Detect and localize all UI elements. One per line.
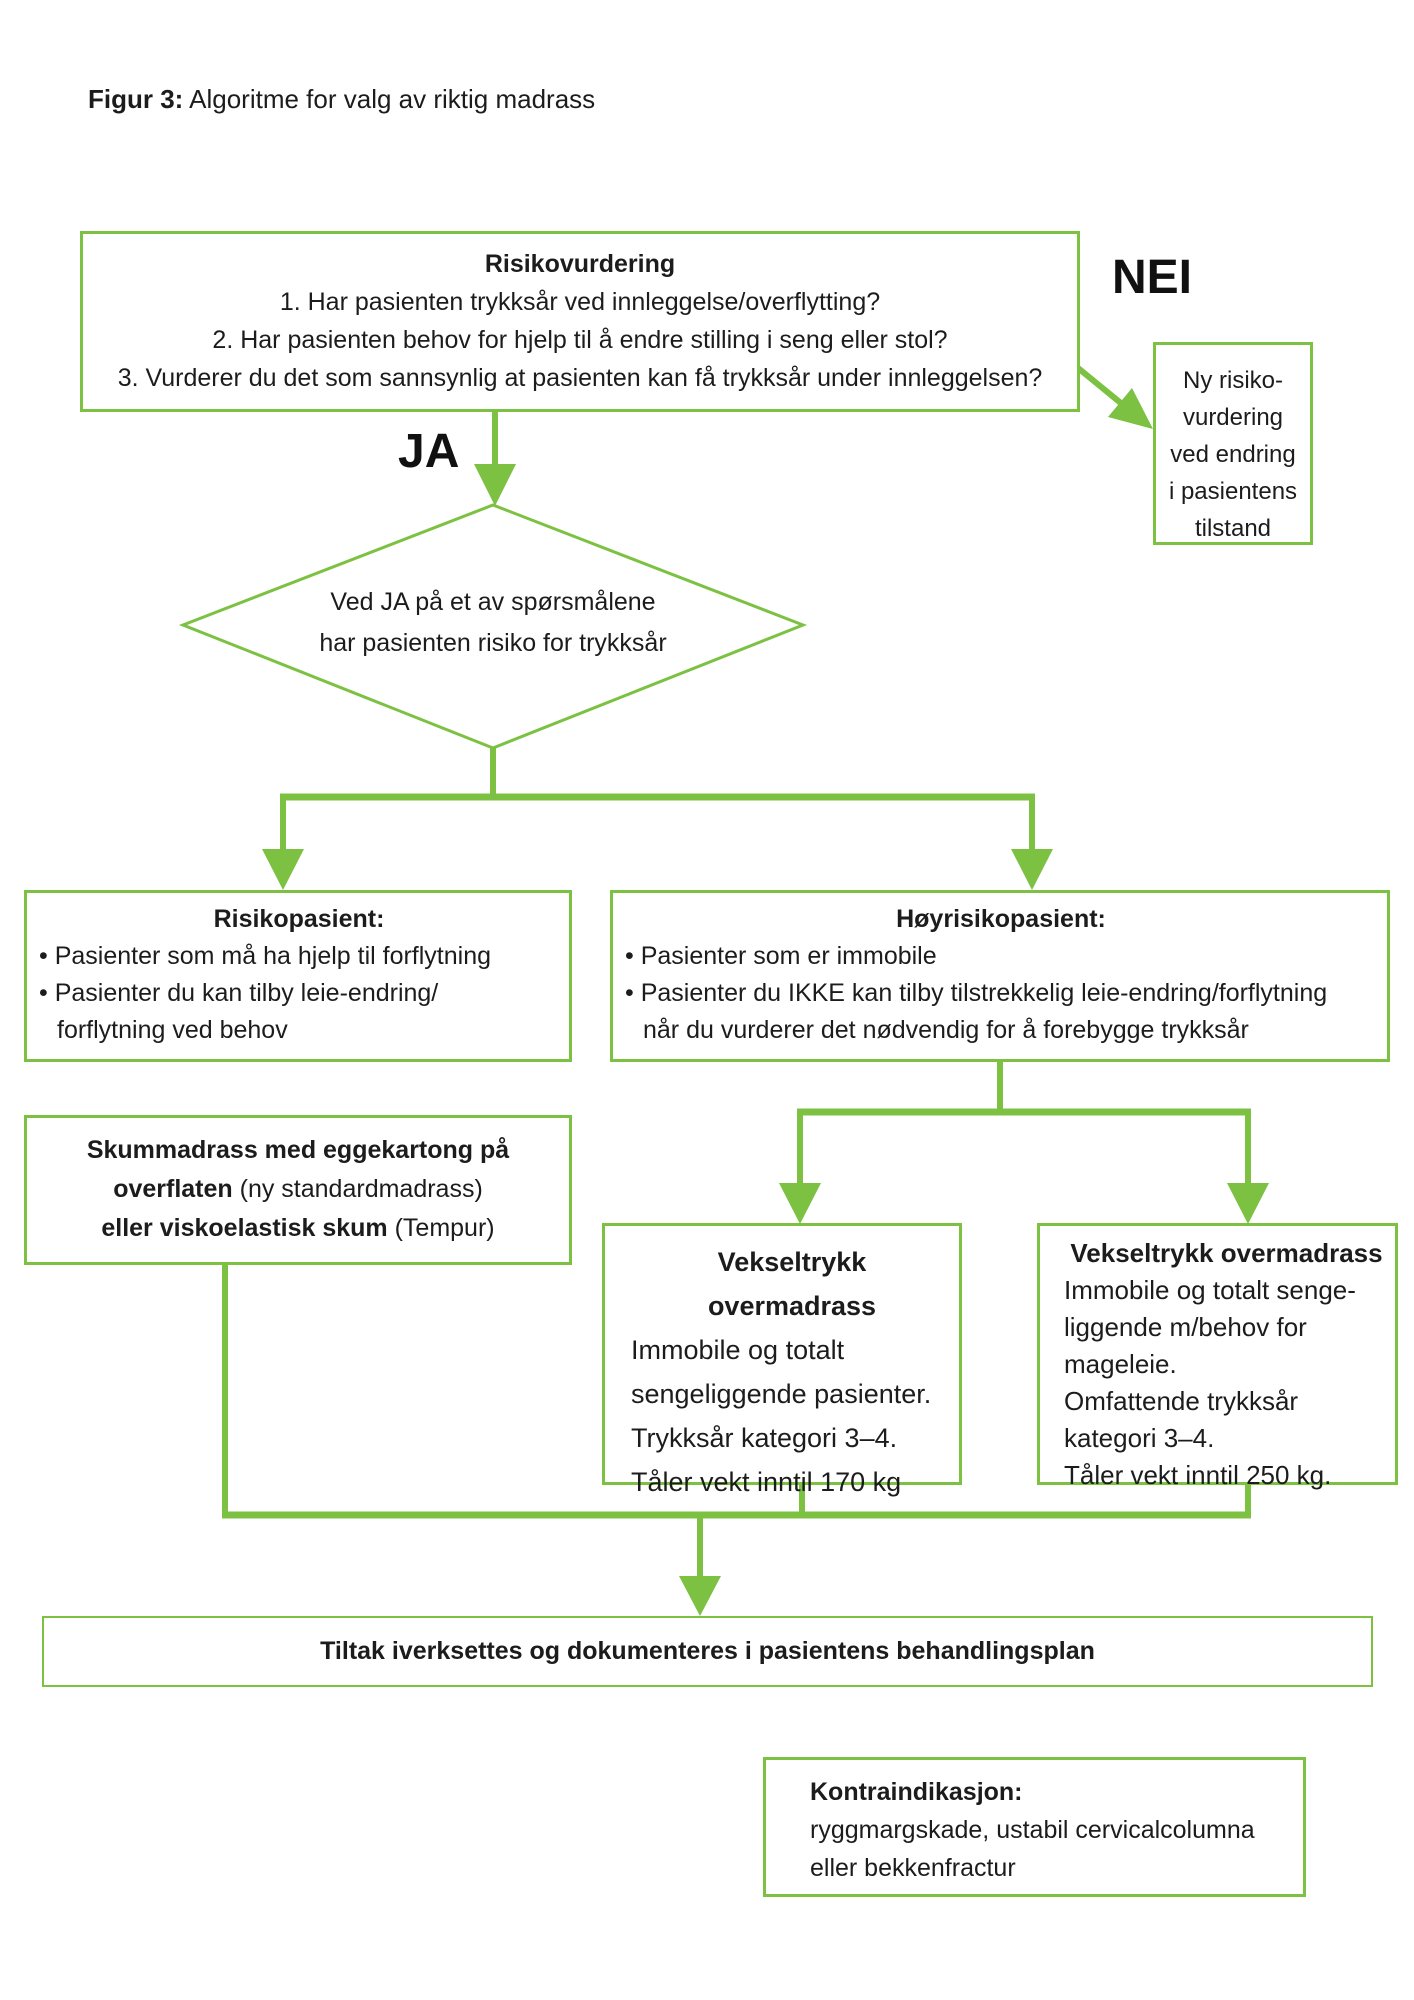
alt-pressure-right-title: Vekseltrykk overmadrass [1070, 1238, 1383, 1268]
alt-pressure-mid-line: Tåler vekt inntil 170 kg [631, 1467, 902, 1497]
foam-line3-bold: eller viskoelastisk skum [101, 1214, 388, 1242]
risk-patient-box [24, 890, 572, 1062]
risk-question-3: 3. Vurderer du det som sannsynlig at pasienten kan få trykksår under innleggelsen? [117, 364, 1043, 392]
alt-pressure-mid-title: Vekseltrykk overmadrass [707, 1247, 877, 1321]
risk-assessment-title: Risikovurdering [484, 250, 676, 278]
alt-pressure-right-line: Immobile og totalt senge- [1064, 1275, 1356, 1305]
alt-pressure-mid-line: Immobile og totalt [631, 1335, 845, 1365]
new-assessment-line: vurdering [1182, 404, 1284, 431]
nei-label: NEI [1112, 251, 1193, 304]
nei-arrow-stem [1078, 368, 1122, 404]
veksel-mid-arrowhead [779, 1183, 821, 1224]
new-assessment-line: i pasientens [1168, 478, 1298, 505]
action-arrowhead [679, 1576, 721, 1616]
alt-pressure-mid-box [602, 1223, 962, 1497]
foam-line2-rest: (ny standardmadrass) [232, 1175, 483, 1203]
alt-pressure-right-line: Omfattende trykksår [1064, 1386, 1299, 1416]
foam-line2-bold: overflaten [113, 1175, 233, 1203]
figure-caption [88, 84, 595, 115]
decision-line-2: har pasienten risiko for trykksår [319, 629, 667, 657]
decision-line-1: Ved JA på et av spørsmålene [330, 588, 656, 616]
new-assessment-line: tilstand [1194, 515, 1272, 542]
risk-patient-bullet: • Pasienter som må ha hjelp til forflytning [39, 942, 492, 970]
risk-question-2: 2. Har pasienten behov for hjelp til å endre stilling i seng eller stol? [212, 326, 948, 354]
veksel-right-arrowhead [1227, 1183, 1269, 1224]
contraindication-line: ryggmargskade, ustabil cervicalcolumna [810, 1816, 1255, 1844]
risk-patient-bullet: • Pasienter du kan tilby leie-endring/ [39, 979, 439, 1007]
alt-pressure-right-line: mageleie. [1064, 1349, 1177, 1379]
risk-question-1: 1. Har pasienten trykksår ved innleggelse/overflytting? [279, 288, 881, 316]
high-risk-bullet: • Pasienter du IKKE kan tilby tilstrekkelig leie-endring/forflytning [625, 979, 1328, 1007]
new-assessment-line: Ny risiko- [1183, 367, 1283, 394]
alt-pressure-mid-line: sengeliggende pasienter. [631, 1379, 932, 1409]
alt-pressure-right-box [1037, 1223, 1398, 1490]
contraindication-title: Kontraindikasjon: [810, 1778, 1023, 1806]
high-risk-patient-box [610, 890, 1390, 1062]
ja-label: JA [398, 425, 460, 478]
foam-line3-rest: (Tempur) [387, 1214, 495, 1242]
foam-mattress-line-1: Skummadrass med eggekartong på [86, 1136, 510, 1164]
alt-pressure-right-line: liggende m/behov for [1064, 1312, 1307, 1342]
contraindication-line: eller bekkenfractur [810, 1854, 1016, 1882]
alt-pressure-right-line: kategori 3–4. [1064, 1423, 1215, 1453]
foam-mattress-box [24, 1115, 572, 1265]
alt-pressure-right-line: Tåler vekt inntil 250 kg. [1064, 1460, 1332, 1490]
new-assessment-box [1153, 342, 1313, 545]
nei-arrowhead [1108, 388, 1153, 429]
high-risk-patient-title: Høyrisikopasient: [896, 905, 1106, 933]
action-plan-text: Tiltak iverksettes og dokumenteres i pasientens behandlingsplan [320, 1637, 1095, 1665]
figure-caption-number: Figur 3: [88, 84, 184, 114]
new-assessment-line: ved endring [1170, 441, 1296, 468]
action-plan-box [42, 1616, 1373, 1687]
high-risk-bullet: • Pasienter som er immobile [625, 942, 937, 970]
ja-arrowhead [474, 464, 516, 506]
alt-pressure-mid-line: Trykksår kategori 3–4. [631, 1423, 898, 1453]
foam-mattress-line-3 [27, 1209, 569, 1248]
risk-branch-arrowhead [262, 849, 304, 890]
highrisk-branch-arrowhead [1011, 849, 1053, 890]
contraindication-box [763, 1757, 1306, 1897]
foam-mattress-line-2 [27, 1170, 569, 1209]
risk-patient-title: Risikopasient: [213, 905, 385, 933]
risk-assessment-box [80, 231, 1080, 412]
risk-patient-bullet-cont: forflytning ved behov [57, 1016, 288, 1044]
figure-caption-text: Algoritme for valg av riktig madrass [183, 84, 596, 114]
high-risk-bullet-cont: når du vurderer det nødvendig for å forebygge trykksår [643, 1016, 1249, 1044]
decision-diamond-text [293, 582, 693, 664]
